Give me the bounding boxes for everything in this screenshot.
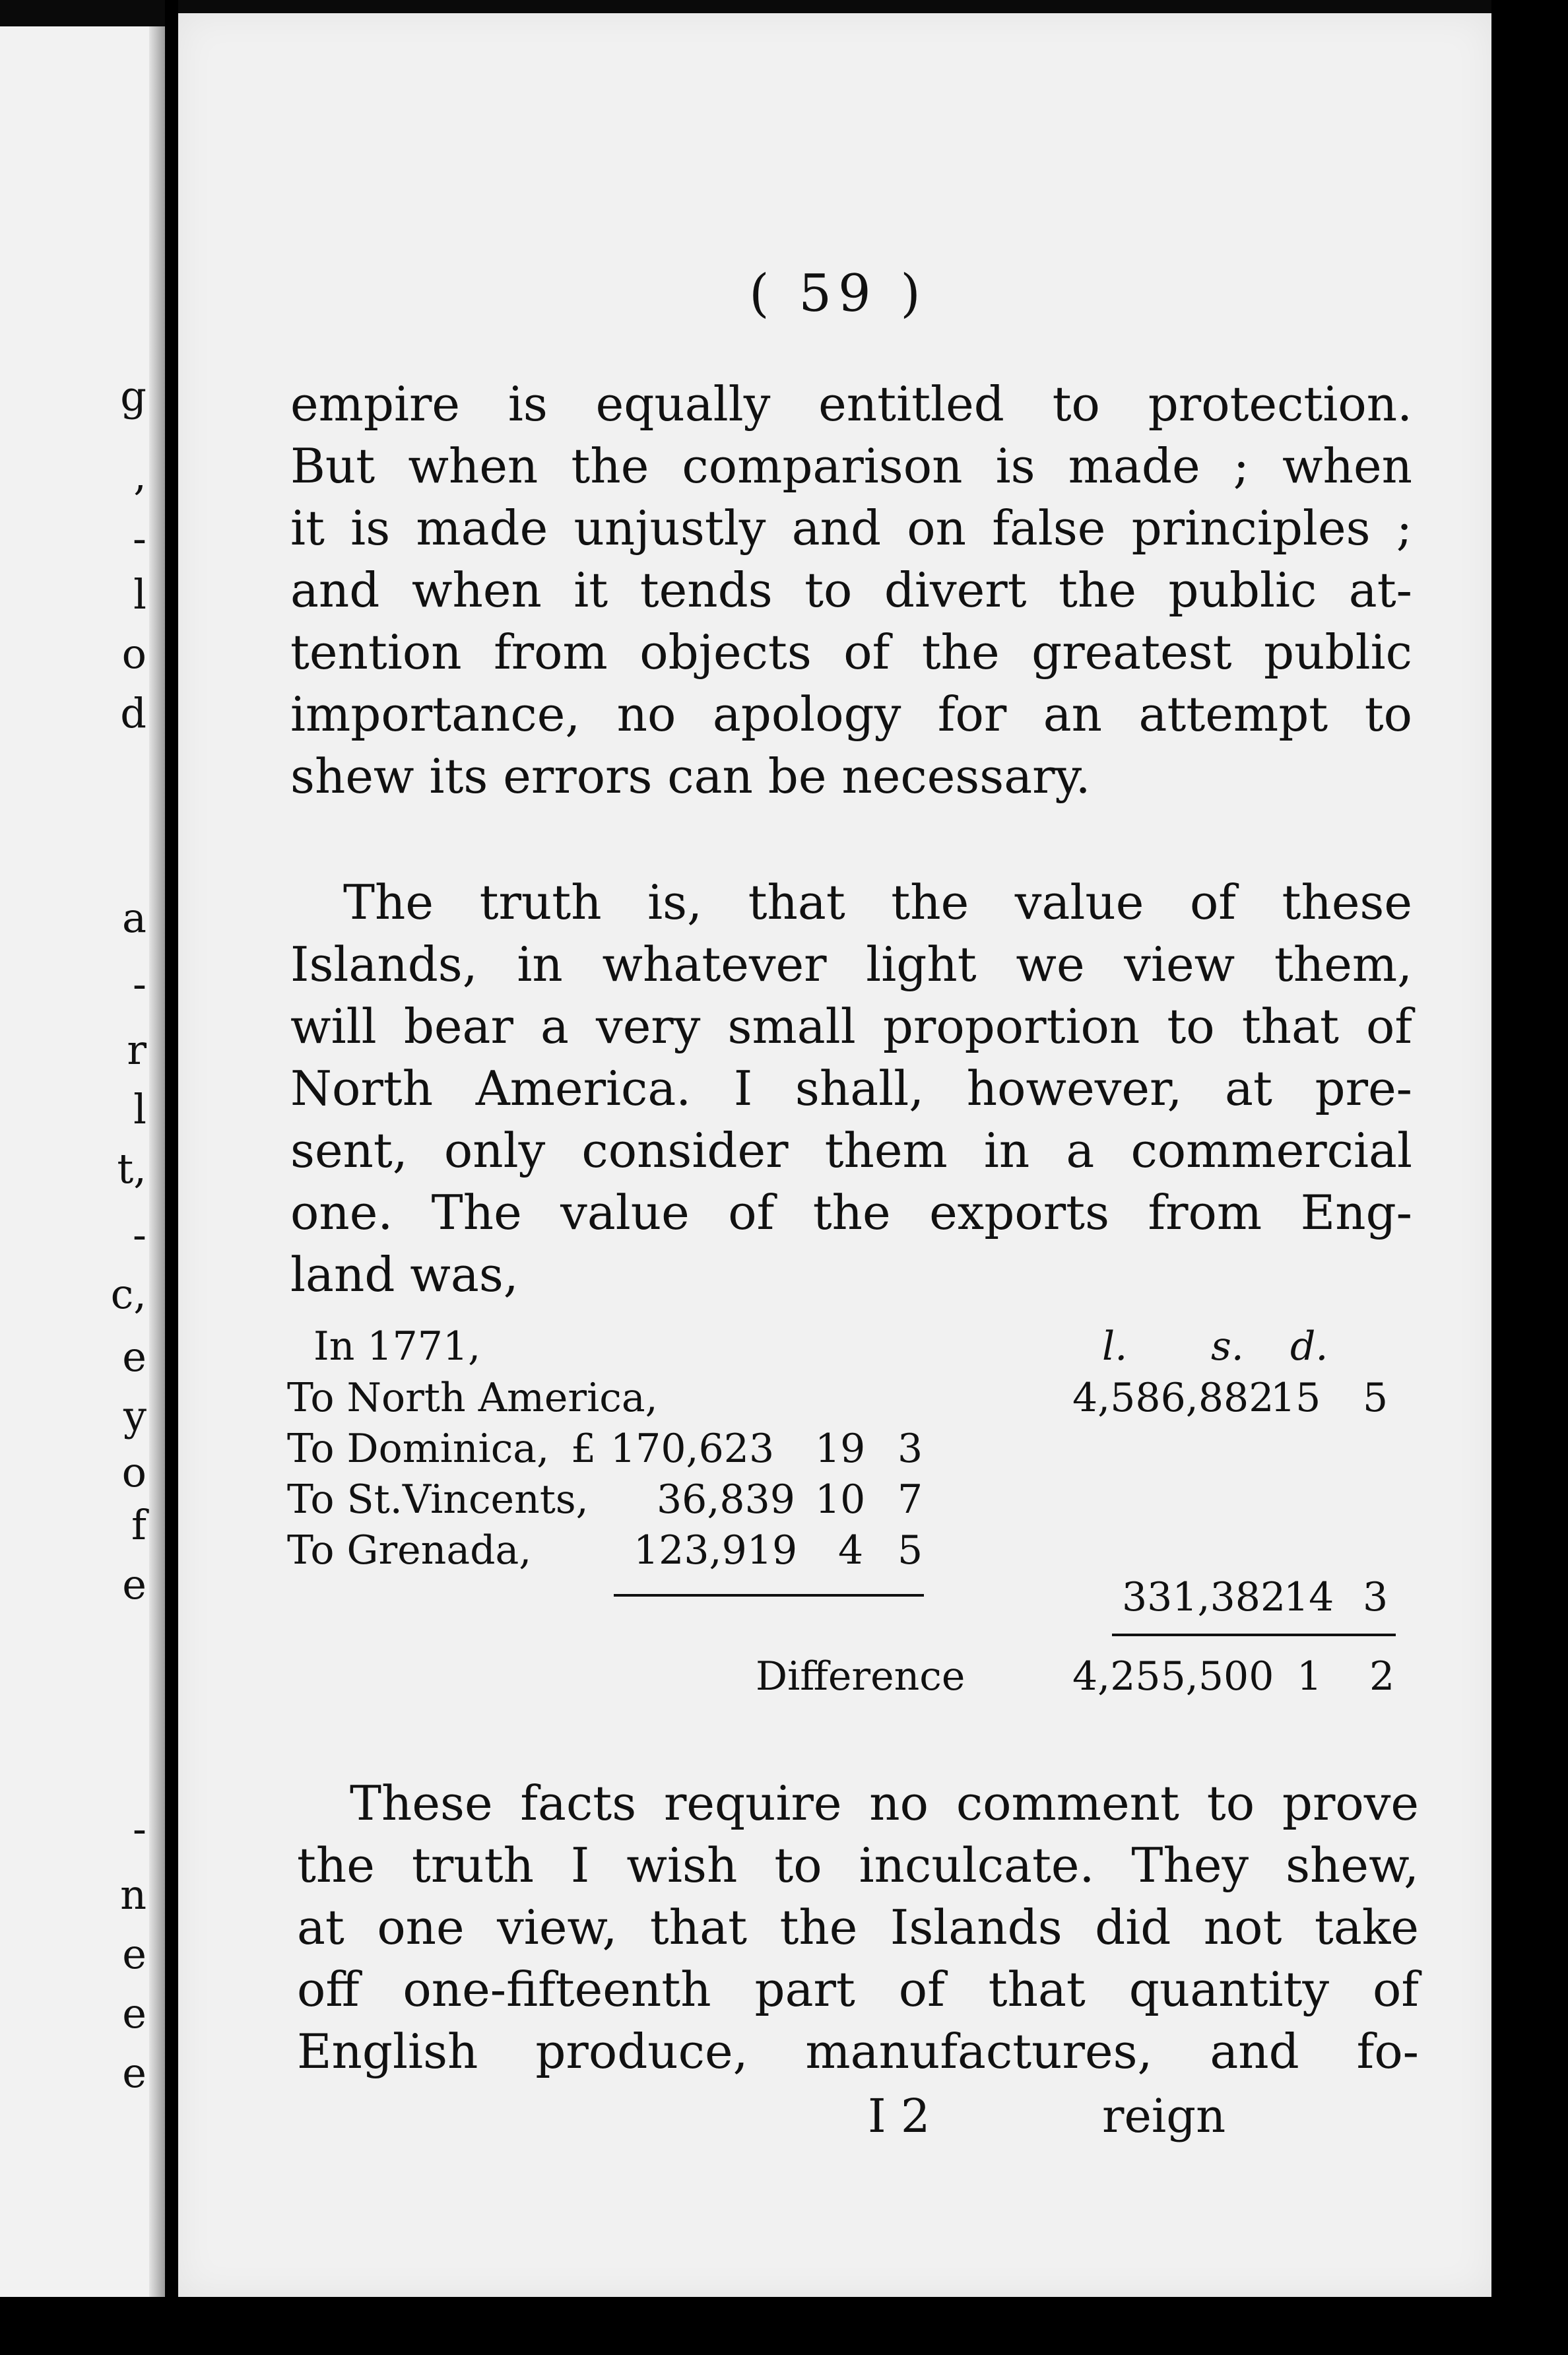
text-line: empire is equally entitled to protection. [290, 376, 1412, 432]
ledger-sub-pounds: 36,839 [657, 1476, 795, 1523]
signature-mark: I 2 [868, 2089, 931, 2143]
facing-page-letter: o [121, 1448, 147, 1496]
column-header-pounds: l. [1102, 1323, 1128, 1370]
text-line: These facts require no comment to prove [350, 1775, 1419, 1831]
ledger-sub-pounds: 123,919 [634, 1527, 798, 1574]
text-line: North America. I shall, however, at pre- [290, 1061, 1412, 1116]
facing-page-letter: d [120, 689, 147, 737]
column-header-pence: d. [1290, 1323, 1328, 1370]
facing-page-fragment [0, 26, 165, 2317]
difference-rule [1112, 1634, 1396, 1636]
ledger-shillings: 15 [1270, 1375, 1321, 1421]
ledger-subtotal-row [287, 1574, 1409, 1620]
difference-pence: 2 [1369, 1653, 1395, 1700]
ledger-sub-pence: 7 [898, 1476, 923, 1523]
facing-page-letter: e [122, 1333, 147, 1381]
ledger-label: To North America, [287, 1375, 658, 1421]
scan-border-bottom [0, 2297, 1568, 2355]
ledger-sub-shillings: 4 [838, 1527, 864, 1574]
text-line: the truth I wish to inculcate. They shew, [297, 1838, 1419, 1893]
facing-page-letter: n [120, 1871, 147, 1919]
facing-page-letter: - [133, 960, 147, 1008]
paragraph-1 [290, 373, 1412, 807]
text-line: at one view, that the Islands did not take [297, 1900, 1419, 1955]
ledger-pounds: 4,586,882 [1072, 1375, 1274, 1421]
text-line: Islands, in whatever light we view them, [290, 937, 1412, 992]
difference-label: Difference [756, 1653, 965, 1700]
facing-page-letter: f [131, 1501, 147, 1549]
book-gutter [165, 0, 178, 2355]
ledger-label: To St.Vincents, [287, 1476, 589, 1523]
facing-page-letter: t, [117, 1144, 147, 1193]
paragraph-3 [297, 1772, 1419, 2082]
facing-page-letter: l [133, 1085, 147, 1133]
text-line: tention from objects of the greatest public [290, 624, 1412, 680]
facing-page-letter: - [133, 1805, 147, 1853]
ledger-label: To Dominica, [287, 1426, 550, 1472]
text-line: importance, no apology for an attempt to [290, 686, 1412, 742]
text-line: one. The value of the exports from Eng- [290, 1185, 1412, 1240]
facing-page-letter: y [123, 1392, 147, 1440]
ledger-row [287, 1527, 1409, 1574]
ledger-row [287, 1375, 1409, 1421]
difference-shillings: 1 [1297, 1653, 1323, 1700]
text-line: it is made unjustly and on false principles ; [290, 500, 1412, 556]
text-line: land was, [290, 1247, 519, 1302]
difference-pounds: 4,255,500 [1072, 1653, 1274, 1700]
catchword: reign [1102, 2089, 1226, 2143]
ledger-pence: 5 [1363, 1375, 1388, 1421]
ledger-header-row [287, 1323, 1409, 1370]
text-line: shew its errors can be necessary. [290, 748, 1091, 804]
text-line: and when it tends to divert the public at- [290, 562, 1412, 618]
facing-page-letter: c, [110, 1270, 147, 1318]
ledger-sub-pounds: 170,623 [610, 1426, 775, 1472]
facing-page-letter: - [133, 1211, 147, 1259]
facing-page-letter: r [127, 1026, 147, 1074]
facing-page-letter: - [133, 514, 147, 562]
facing-page-letter: l [133, 570, 147, 618]
text-line: will bear a very small proportion to that of [290, 999, 1412, 1054]
subtotal-shillings: 14 [1284, 1574, 1334, 1620]
facing-page-letter: a [122, 894, 147, 942]
ledger-difference-row [287, 1653, 1409, 1700]
facing-page-letter: g [120, 372, 147, 420]
book-page [178, 13, 1491, 2297]
facing-page-letter: o [121, 630, 147, 678]
ledger-sub-pence: 5 [898, 1527, 923, 1574]
facing-page-letter: e [122, 1989, 147, 2038]
ledger-sub-shillings: 10 [815, 1476, 866, 1523]
ledger-row [287, 1476, 1409, 1523]
facing-page-letter: , [133, 451, 147, 500]
facing-page-letter: e [122, 1930, 147, 1978]
text-line: sent, only consider them in a commercial [290, 1123, 1412, 1178]
facing-page-letter: e [122, 1560, 147, 1609]
ledger-sub-shillings: 19 [815, 1426, 866, 1472]
subtotal-pence: 3 [1363, 1574, 1388, 1620]
ledger-row [287, 1426, 1409, 1472]
column-header-shillings: s. [1211, 1323, 1244, 1370]
text-line: English produce, manufactures, and fo- [297, 2024, 1419, 2079]
facing-page-edge [149, 26, 165, 2317]
subtotal-pounds: 331,382 [1122, 1574, 1286, 1620]
text-line: The truth is, that the value of these [343, 875, 1412, 930]
page-number: ( 59 ) [749, 264, 927, 323]
ledger-sub-pence: 3 [898, 1426, 923, 1472]
scan-border-right [1491, 0, 1568, 2355]
ledger-year: In 1771, [313, 1323, 481, 1370]
text-line: But when the comparison is made ; when [290, 438, 1412, 494]
pound-sign: £ [571, 1426, 597, 1472]
paragraph-2 [290, 871, 1412, 1306]
text-line: off one-fifteenth part of that quantity of [297, 1962, 1419, 2017]
ledger-label: To Grenada, [287, 1527, 532, 1574]
facing-page-letter: e [122, 2049, 147, 2097]
